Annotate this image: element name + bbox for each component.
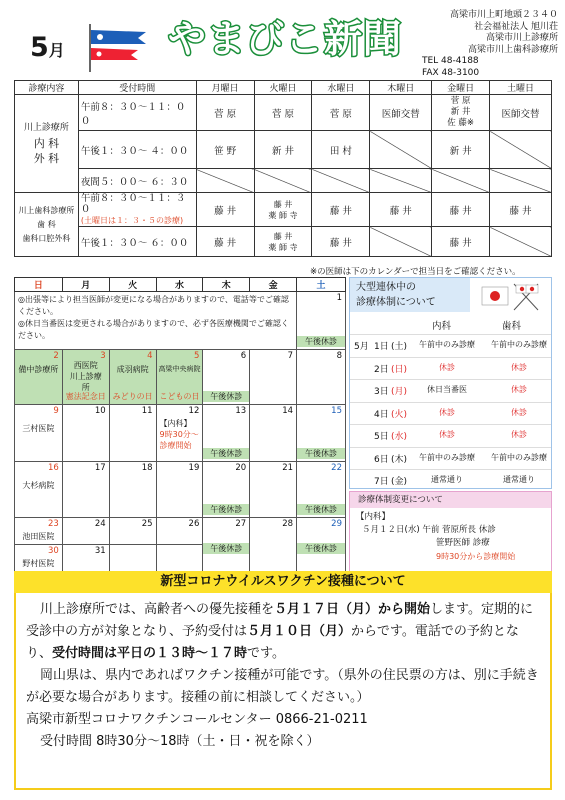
holiday-panel (349, 277, 552, 572)
pm-hours: 午後１：３０～ ４：００ (78, 131, 196, 169)
vaccine-para-1 (26, 599, 540, 665)
dental-am-note: (土曜日は１：３・５の診療) (80, 216, 184, 225)
afternoon-off: 午後休診 (297, 336, 345, 347)
day-cell (15, 405, 63, 462)
day-cell (156, 518, 203, 545)
cell-doctor-tue (254, 193, 312, 227)
holiday-cell: 5月 (354, 342, 369, 352)
day-cell (62, 518, 109, 545)
col-header: 金曜日 (432, 81, 490, 95)
dental-am-hours: 午前８：３０～１１：３０ (80, 193, 186, 215)
day-cell (109, 405, 156, 462)
day-cell (250, 518, 297, 572)
afternoon-off: 午後休診 (203, 504, 249, 515)
holiday-row (350, 357, 551, 377)
holiday-cell: 7日 (374, 477, 389, 487)
day-cell (156, 462, 203, 518)
dept-name: 川上診療所 (23, 123, 69, 133)
vaccine-para-2: 岡山県は、県内であればワクチン接種が可能です。（県外の住民票の方は、別に手続きが必要な場合があります。接種の前に相談してください。） (26, 668, 539, 705)
holiday-cell: 1日 (374, 342, 389, 352)
header (0, 0, 565, 82)
dental-pm-hours: 午後１：３０～ ６：００ (78, 227, 196, 257)
reservation-date: ５月１０日（月） (247, 624, 352, 639)
holiday-cell: 休診 (511, 430, 527, 439)
tel: TEL 48-4188 (422, 56, 479, 66)
day-cell (203, 350, 250, 405)
holiday-cell: 通常通り (431, 475, 463, 484)
day-number: 29 (331, 519, 342, 529)
day-header: 金 (250, 278, 297, 292)
afternoon-off: 午後休診 (297, 543, 345, 554)
note-time: 9時30分～ (159, 430, 199, 439)
day-cell (203, 405, 250, 462)
col-header: 火曜日 (254, 81, 312, 95)
afternoon-off: 午後休診 (297, 448, 345, 459)
holiday-cell: 2日 (374, 364, 389, 375)
calendar-header (15, 278, 346, 292)
cell-doctor: 藤 井 (312, 193, 370, 227)
day-number: 18 (141, 463, 153, 473)
calendar-note: ◎休日当番医は変更される場合がありますので、必ず各医療機関でご確認ください。 (18, 319, 289, 340)
day-cell (109, 545, 156, 572)
day-number: 24 (94, 519, 106, 529)
tue-doc1: 藤 井 (273, 199, 293, 209)
cell-closed (490, 131, 552, 169)
day-cell (156, 405, 203, 462)
day-number: 25 (141, 519, 153, 529)
duty-hospital: 西医院 川上診療所 (69, 361, 102, 392)
clinic-line: 高梁市川上診療所 (485, 33, 558, 43)
day-number: 12 (188, 406, 200, 416)
day-cell (297, 405, 346, 462)
day-cell (203, 518, 250, 572)
holiday-cell: 休日当番医 (427, 385, 467, 394)
day-number: 16 (48, 463, 59, 473)
cell-doctor: 医師交替 (370, 95, 432, 131)
call-center-hours: 受付時間 8時30分～18時（土・日・祝を除く） (40, 734, 320, 749)
cell-doctor: 藤 井 (196, 193, 254, 227)
holiday-row (350, 424, 551, 444)
cell-doctor-fri (432, 95, 490, 131)
start-date: ５月１７日（月）から開始 (274, 602, 431, 617)
cell-closed (432, 169, 490, 193)
text: からです。電話での予約となり、 (26, 624, 519, 661)
cell-doctor: 新 井 (432, 131, 490, 169)
day-header: 土 (297, 278, 346, 292)
am-hours: 午前８：３０～１１：００ (78, 95, 196, 131)
cell-doctor: 菅 原 (254, 95, 312, 131)
day-header: 日 (15, 278, 63, 292)
dept-dental: 歯 科 (37, 219, 56, 229)
reception-hours: 受付時間は平日の１３時～１７時 (52, 646, 248, 661)
holiday-cell: (金) (391, 477, 408, 487)
holiday-cell: (火) (391, 409, 408, 420)
holiday-cell: 午前中のみ診療 (419, 452, 475, 462)
col-header: 月曜日 (196, 81, 254, 95)
cell-doctor: 藤 井 (490, 193, 552, 227)
cell-doctor: 笹 野 (196, 131, 254, 169)
holiday-title-2: 診療体制について (356, 297, 436, 308)
day-number: 9 (53, 406, 59, 416)
day-cell (62, 545, 109, 572)
org-line: 社会福祉法人 旭川荘 (474, 21, 558, 32)
cell-doctor: 新 井 (254, 131, 312, 169)
holiday-cell: 休診 (439, 430, 455, 439)
duty-hospital: 備中診療所 (18, 365, 59, 374)
holiday-cell: 午前中のみ診療 (491, 340, 547, 349)
day-cell (250, 462, 297, 518)
month-suffix: 月 (48, 41, 65, 60)
day-cell (15, 545, 63, 572)
day-number: 4 (147, 351, 153, 361)
change-line: 9時30分から診療開始 (436, 552, 516, 561)
internal-dept-cell (15, 95, 79, 193)
holiday-title (350, 278, 470, 312)
day-number: 15 (331, 406, 342, 416)
holiday-title-1: 大型連休中の (356, 282, 416, 293)
cell-doctor: 藤 井 (312, 227, 370, 257)
day-number: 21 (282, 463, 294, 473)
holiday-row (350, 379, 551, 399)
day-number: 3 (100, 351, 106, 361)
schedule-header-row (15, 81, 552, 95)
day-cell (156, 545, 203, 572)
calendar-note: ◎出張等により担当医師が変更になる場合がありますので、電話等でご確認ください。 (18, 295, 289, 316)
cell-closed (370, 169, 432, 193)
issue-month (30, 32, 65, 63)
day-number: 13 (235, 406, 247, 416)
text: します。定期的に受診中の方が対象となり、予約受付は (26, 602, 533, 639)
day-cell (109, 462, 156, 518)
duty-hospital: 三村医院 (22, 424, 55, 433)
fri-doc1: 菅 原 (450, 96, 471, 106)
afternoon-off: 午後休診 (203, 391, 249, 402)
day-cell (156, 350, 203, 405)
col-internal: 内科 (432, 321, 452, 332)
holiday-row (350, 469, 551, 489)
holiday-cell: 休診 (439, 407, 455, 417)
month-number: 5 (30, 32, 49, 63)
text: 川上診療所では、高齢者への優先接種を (40, 602, 275, 617)
col-header: 土曜日 (490, 81, 552, 95)
day-cell (297, 350, 346, 405)
day-number: 6 (240, 351, 247, 361)
cell-doctor: 藤 井 (196, 227, 254, 257)
vaccine-banner: 新型コロナウイルスワクチン接種について (14, 571, 552, 593)
duty-hospital: 大杉病院 (22, 481, 55, 490)
dental-am-cell (78, 193, 196, 227)
holiday-cell: 午前中のみ診療 (491, 452, 547, 462)
afternoon-off: 午後休診 (297, 504, 345, 515)
dental-dept-cell (15, 193, 79, 257)
day-number: 31 (94, 546, 106, 556)
change-box (349, 491, 552, 572)
day-number: 22 (331, 463, 342, 473)
internal-note (157, 418, 203, 451)
holiday-cell: 6日 (374, 454, 389, 465)
change-title: 診療体制変更について (350, 492, 551, 508)
day-number: 19 (188, 463, 200, 473)
cell-closed (370, 131, 432, 169)
day-number: 10 (94, 406, 106, 416)
koinobori-icon (86, 22, 160, 74)
call-center: 高梁市新型コロナワクチンコールセンター 0866-21-0211 (26, 712, 368, 727)
change-line: 笹野医師 診療 (436, 538, 490, 548)
fri-doc3: 佐 藤※ (447, 118, 475, 128)
fax: FAX 48-3100 (422, 67, 480, 78)
holiday-cell: (水) (391, 432, 408, 442)
day-header: 木 (203, 278, 250, 292)
day-cell (250, 350, 297, 405)
afternoon-off: 午後休診 (203, 448, 249, 459)
day-cell (297, 292, 346, 350)
day-number: 7 (287, 351, 294, 361)
col-header: 診療内容 (15, 81, 79, 95)
holiday-cell: 通常通り (503, 475, 535, 484)
holiday-name: 憲法記念日 (65, 392, 106, 401)
day-header: 水 (156, 278, 203, 292)
address-line: 高梁市川上町地頭２３４０ (449, 10, 558, 20)
change-dept: 【内科】 (356, 512, 391, 522)
dept-name: 川上歯科診療所 (18, 205, 75, 215)
cell-closed (490, 169, 552, 193)
day-cell (62, 350, 109, 405)
holiday-cell: 午前中のみ診療 (419, 340, 475, 349)
day-number: 2 (53, 351, 59, 361)
holiday-cell: 休診 (439, 362, 455, 372)
day-cell (62, 462, 109, 518)
vaccine-body (14, 593, 552, 790)
cell-closed (254, 169, 312, 193)
holiday-cell: (日) (391, 364, 408, 375)
address-block (420, 10, 558, 79)
holiday-cell: 5日 (374, 432, 389, 442)
holiday-cell: (木) (391, 454, 408, 465)
day-number: 11 (141, 406, 153, 416)
day-header: 月 (62, 278, 109, 292)
cell-doctor: 田 村 (312, 131, 370, 169)
cell-doctor: 菅 原 (312, 95, 370, 131)
day-cell (62, 405, 109, 462)
schedule-footnote: ※の医師は下のカレンダーで担当日をご確認ください。 (310, 267, 521, 277)
cell-doctor-tue (254, 227, 312, 257)
holiday-row (350, 334, 551, 354)
day-cell (109, 518, 156, 545)
col-header: 水曜日 (312, 81, 370, 95)
cell-closed (370, 227, 432, 257)
dept-surgery: 外 科 (33, 152, 60, 165)
cell-doctor: 菅 原 (196, 95, 254, 131)
day-number: 1 (336, 293, 342, 303)
holiday-cell: 4日 (374, 409, 389, 420)
calendar (14, 277, 346, 572)
cell-closed (490, 227, 552, 257)
holiday-row (350, 447, 551, 467)
holiday-row (350, 402, 551, 422)
cell-doctor: 藤 井 (432, 227, 490, 257)
cell-doctor: 医師交替 (490, 95, 552, 131)
cell-doctor: 藤 井 (432, 193, 490, 227)
day-cell (15, 350, 63, 405)
change-line: ５月１２日(水) 午前 菅原所長 休診 (362, 525, 496, 535)
cell-closed (312, 169, 370, 193)
holiday-cell: 休診 (511, 362, 527, 372)
holiday-cell: (月) (391, 387, 408, 397)
cell-doctor: 藤 井 (370, 193, 432, 227)
cell-closed (196, 169, 254, 193)
day-cell (15, 462, 63, 518)
note-dept: 【内科】 (159, 419, 192, 428)
dental-line: 高梁市川上歯科診療所 (467, 44, 558, 55)
day-cell (297, 518, 346, 572)
dept-internal: 内 科 (33, 137, 60, 150)
col-header: 受付時間 (78, 81, 196, 95)
day-number: 28 (282, 519, 294, 529)
tue-doc2: 薬 師 寺 (268, 210, 298, 220)
duty-hospital: 野村医院 (22, 559, 55, 568)
afternoon-off: 午後休診 (203, 543, 249, 554)
day-cell (203, 462, 250, 518)
day-number: 30 (48, 546, 59, 556)
tue-doc2: 薬 師 寺 (268, 242, 298, 252)
holiday-name: こどもの日 (159, 392, 200, 401)
day-number: 8 (336, 351, 342, 361)
col-dental: 歯科 (502, 321, 522, 332)
day-cell (250, 405, 297, 462)
note-start: 診療開始 (159, 441, 192, 450)
day-number: 5 (193, 351, 200, 361)
holiday-cell: 3日 (374, 387, 389, 397)
newsletter-title: やまびこ新聞 (168, 17, 403, 61)
day-cell (297, 462, 346, 518)
duty-hospital: 高梁中央病院 (158, 365, 201, 373)
day-number: 23 (48, 519, 59, 529)
day-header: 火 (109, 278, 156, 292)
holiday-cell: 休診 (511, 407, 527, 417)
duty-hospital: 池田医院 (22, 532, 55, 541)
day-number: 17 (94, 463, 106, 473)
day-number: 27 (235, 519, 247, 529)
holiday-box (349, 277, 552, 489)
day-number: 14 (282, 406, 294, 416)
day-number: 26 (188, 519, 200, 529)
col-header: 木曜日 (370, 81, 432, 95)
holiday-cell: (土) (391, 342, 408, 352)
schedule-table (14, 80, 552, 257)
text: です。 (247, 646, 285, 661)
day-number: 20 (235, 463, 247, 473)
flags-icon (480, 282, 544, 312)
fri-doc2: 新 井 (450, 107, 471, 117)
day-cell (109, 350, 156, 405)
day-cell (15, 518, 63, 545)
dept-oral: 歯科口腔外科 (22, 233, 71, 243)
night-hours: 夜間５：００～ ６：３０ (78, 169, 196, 193)
holiday-cell: 休診 (511, 385, 527, 394)
holiday-name: みどりの日 (112, 392, 153, 401)
duty-hospital: 成羽病院 (116, 365, 149, 374)
calendar-notes (15, 292, 297, 350)
tue-doc1: 藤 井 (273, 231, 293, 241)
